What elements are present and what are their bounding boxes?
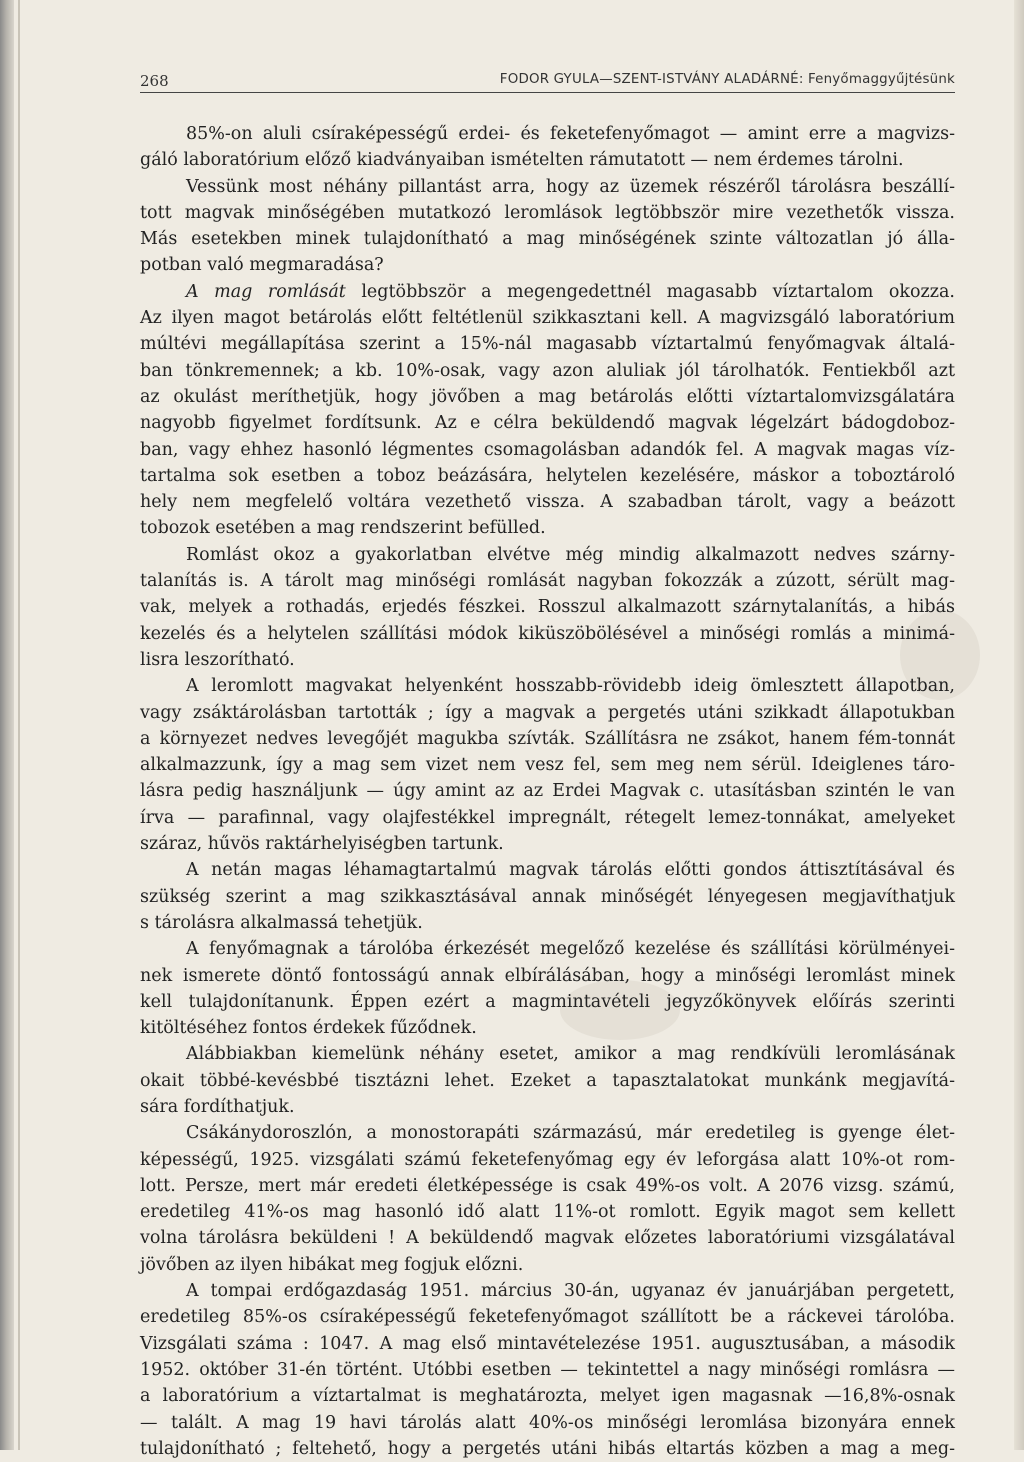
text-line: kitöltéséhez fontos érdekek fűződnek.	[140, 1018, 477, 1039]
text-line: tulajdonítható ; feltehető, hogy a pergetés utáni hibás eltartás közben a mag a meg-	[140, 1438, 955, 1459]
text-line: szükség szerint a mag szikkasztásával annak minőségét lényegesen megjavíthatjuk	[140, 886, 955, 907]
text-line: Csákánydoroszlón, a monostorapáti származású, már eredetileg is gyenge élet-	[186, 1123, 955, 1144]
text-line: az okulást meríthetjük, hogy jövőben a mag betárolás előtti víztartalomvizsgálatára	[140, 386, 955, 407]
text-line: — talált. A mag 19 havi tárolás alatt 40%-os minőségi leromlása bizonyára ennek	[140, 1412, 955, 1433]
text-line: Romlást okoz a gyakorlatban elvétve még mindig alkalmazott nedves szárny-	[186, 544, 955, 565]
text-line: sára fordíthatjuk.	[140, 1096, 295, 1117]
text-line: eredetileg 85%-os csíraképességű feketefenyőmagot szállított be a ráckevei tárolóba.	[140, 1307, 955, 1328]
text-line: Alábbiakban kiemelünk néhány esetet, amikor a mag rendkívüli leromlásának	[186, 1044, 955, 1065]
text-line: tartalma sok esetben a toboz beázására, helytelen kezelésére, máskor a toboztároló	[140, 465, 955, 486]
text-line: A netán magas léhamagtartalmú magvak tárolás előtti gondos áttisztításával és	[186, 860, 955, 881]
text-line: nagyobb figyelmet fordítsunk. Az e célra beküldendő magvak légelzárt bádogdoboz-	[140, 413, 955, 434]
text-line: A leromlott magvakat helyenként hosszabb-rövidebb ideig ömlesztett állapotban,	[186, 676, 955, 697]
text-line: okait többé-kevésbbé tisztázni lehet. Ezeket a tapasztalatokat munkánk megjavítá-	[140, 1070, 955, 1091]
text-line: hely nem megfelelő voltára vezethető vissza. A szabadban tárolt, vagy a beázott	[140, 492, 955, 513]
text-line: írva — parafinnal, vagy olajfestékkel impregnált, rétegelt lemez-tonnákat, amelyeket	[140, 807, 955, 828]
article-body	[140, 121, 955, 1462]
running-title: FODOR GYULA—SZENT-ISTVÁNY ALADÁRNÉ: Fenyőmaggyűjtésünk	[499, 72, 955, 87]
text-line: talanítás is. A tárolt mag minőségi romlását nagyban fokozzák a zúzott, sérült mag-	[140, 571, 955, 592]
text-line: gáló laboratórium előző kiadványaiban ismételten rámutatott — nem érdemes tárolni.	[140, 150, 904, 171]
text-line: 1952. október 31-én történt. Utóbbi esetben — tekintettel a nagy minőségi romlásra —	[140, 1359, 955, 1380]
text-line: lásra pedig használjunk — úgy amint az az Erdei Magvak c. utasításban szintén le van	[140, 781, 955, 802]
text-line: vak, melyek a rothadás, erjedés fészkei. Rosszul alkalmazott szárnytalanítás, a hibás	[140, 597, 955, 618]
text-line: kell tulajdonítanunk. Éppen ezért a magmintavételi jegyzőkönyvek előírás szerinti	[140, 991, 955, 1012]
text-line: Más esetekben minek tulajdonítható a mag minőségének szinte változatlan jó álla-	[140, 229, 955, 250]
text-line: Vessünk most néhány pillantást arra, hogy az üzemek részéről tárolásra beszállí-	[186, 176, 955, 197]
text-line: ban tönkremennek; a kb. 10%-osak, vagy azon aluliak jól tárolhatók. Fentiekből azt	[140, 360, 955, 381]
text-line: jövőben az ilyen hibákat meg fogjuk előzni.	[140, 1254, 524, 1275]
text-line: Az ilyen magot betárolás előtt feltétlenül szikkasztani kell. A magvizsgáló laboratórium	[140, 308, 955, 329]
text-line: volna tárolásra beküldeni ! A beküldendő magvak előzetes laboratóriumi vizsgálatával	[140, 1228, 955, 1249]
text-line: a környezet nedves levegőjét magukba szívták. Szállításra ne zsákot, hanem fém-tonnát	[140, 728, 955, 749]
text-line: tobozok esetében a mag rendszerint befülled.	[140, 518, 546, 539]
text-line: A tompai erdőgazdaság 1951. március 30-án, ugyanaz év januárjában pergetett,	[186, 1281, 955, 1302]
line-text: legtöbbször a megengedettnél magasabb víztartalom okozza.	[345, 281, 955, 302]
text-line: eredetileg 41%-os mag hasonló idő alatt 11%-ot romlott. Egyik magot sem kellett	[140, 1202, 955, 1223]
text-line: nek ismerete döntő fontosságú annak elbírálásában, hogy a minőségi leromlást minek	[140, 965, 955, 986]
running-header	[140, 70, 955, 93]
text-line	[140, 279, 955, 305]
text-line: 85%-on aluli csíraképességű erdei- és feketefenyőmagot — amint erre a magvizs-	[186, 124, 955, 144]
text-line: alkalmazzunk, így a mag sem vizet nem vesz fel, sem meg nem sérül. Ideiglenes táro-	[140, 755, 955, 776]
text-line: Vizsgálati száma : 1047. A mag első mintavételezése 1951. augusztusában, a második	[140, 1333, 955, 1354]
text-line: lisra leszorítható.	[140, 649, 295, 670]
text-line: potban való megmaradása?	[140, 255, 384, 276]
text-line: képességű, 1925. vizsgálati számú feketefenyőmag egy év leforgása alatt 10%-ot rom-	[140, 1149, 955, 1170]
binding-gutter	[0, 0, 14, 1450]
page-number: 268	[140, 72, 169, 90]
gutter-shadow-line	[18, 0, 20, 1450]
text-line: tott magvak minőségében mutatkozó leromlások legtöbbször mire vezethetők vissza.	[140, 202, 955, 223]
text-line: A fenyőmagnak a tárolóba érkezését megelőző kezelése és szállítási körülményei-	[186, 939, 955, 960]
text-line: lott. Persze, mert már eredeti életképessége is csak 49%-os volt. A 2076 vizsg. számú,	[140, 1175, 955, 1196]
page-edge	[1014, 0, 1024, 1450]
text-line: vagy zsáktárolásban tartották ; így a magvak a pergetés utáni szikkadt állapotukban	[140, 702, 955, 723]
emphasized-text: A mag romlását	[186, 281, 346, 302]
text-line: a laboratórium a víztartalmat is meghatározta, melyet igen magasnak —16,8%-osnak	[140, 1386, 955, 1407]
text-line: száraz, hűvös raktárhelyiségben tartunk.	[140, 834, 504, 855]
text-line: múltévi megállapítása szerint a 15%-nál magasabb víztartalmú fenyőmagvak általá-	[140, 334, 955, 355]
text-line: s tárolásra alkalmassá tehetjük.	[140, 912, 423, 933]
text-line: ban, vagy ehhez hasonló légmentes csomagolásban adandók fel. A magvak magas víz-	[140, 439, 955, 460]
text-line: kezelés és a helytelen szállítási módok kiküszöbölésével a minőségi romlás a minimá-	[140, 623, 955, 644]
